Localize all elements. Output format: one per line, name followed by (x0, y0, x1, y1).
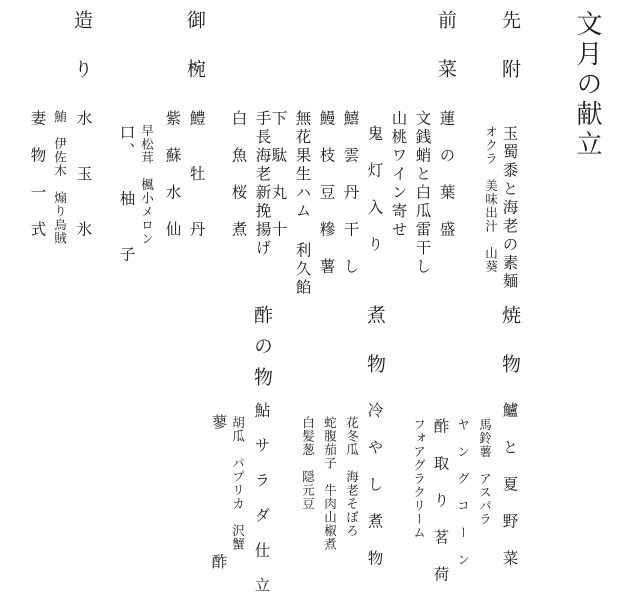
menu-subline: フォアグラクリーム (411, 418, 427, 540)
menu-subline: 胡瓜 パプリカ 沢蟹 (230, 416, 246, 551)
menu-subline: 白髪葱 隠元豆 (300, 416, 316, 511)
menu-line: 紫 蘇 水 仙 (163, 110, 182, 240)
menu-subline: ヤ ン グ コ ー ン (455, 418, 471, 567)
menu-line: 冷 や し 煮 物 (365, 402, 384, 569)
section-heading-sunomono: 酢の物 (251, 305, 273, 398)
menu-line: 妻 物 一 式 (28, 110, 47, 240)
menu-subline: 早松茸 楓小メロン (139, 124, 155, 246)
section-heading-nimono: 煮物 (364, 305, 386, 403)
menu-subline: オクラ 美味出汁 山葵 (483, 125, 499, 274)
menu-line: 鱸 と 夏 野 菜 (500, 402, 519, 569)
menu-line: 無花果生ハム 利久餡 (293, 110, 312, 298)
menu-subline: 蛇腹茄子 牛肉山椒煮 (322, 416, 338, 551)
menu-line: 下 駄 丸 十 (269, 110, 288, 240)
section-heading-tsukuri: 造り (71, 10, 93, 108)
menu-line: 鰻 枝 豆 糝 薯 (317, 110, 336, 277)
section-heading-owan: 御椀 (184, 10, 206, 108)
menu-line: 白 魚 桜 煮 (229, 110, 248, 240)
menu-subline: 馬鈴薯 アスパラ (477, 418, 493, 526)
section-heading-zensai: 前菜 (435, 10, 457, 108)
menu-line: 山桃ワイン寄せ (389, 110, 408, 240)
menu-line: 鮎 サ ラ ダ 仕 立 (252, 402, 271, 595)
menu-subline: 鮪 伊佐木 煽り烏賊 (52, 110, 68, 245)
menu-line: 蓮 の 葉 盛 (437, 110, 456, 240)
menu-line: 酢 取 り 茗 荷 (431, 418, 450, 585)
menu-line: 口、 柚 子 (117, 124, 136, 265)
menu-line: 水 玉 氷 (74, 110, 93, 240)
menu-line: 鱚 雲 丹 干 し (341, 110, 360, 277)
menu-line: 玉蜀黍と海老の素麺 (500, 125, 519, 292)
menu-line: 手長海老新挽揚げ (253, 110, 272, 258)
menu-subline: 花冬瓜 海老そぼろ (344, 416, 360, 538)
section-heading-yakimono: 焼物 (499, 305, 521, 403)
menu-line: 鱧 牡 丹 (187, 110, 206, 240)
menu-title: 文月の献立 (572, 10, 602, 160)
section-heading-sakizuke: 先附 (499, 10, 521, 108)
menu-line: 文銭蛸と白瓜雷干し (413, 110, 432, 277)
menu-line: 鬼 灯 入 り (365, 125, 384, 255)
menu-line: 蓼 酢 (209, 414, 228, 569)
